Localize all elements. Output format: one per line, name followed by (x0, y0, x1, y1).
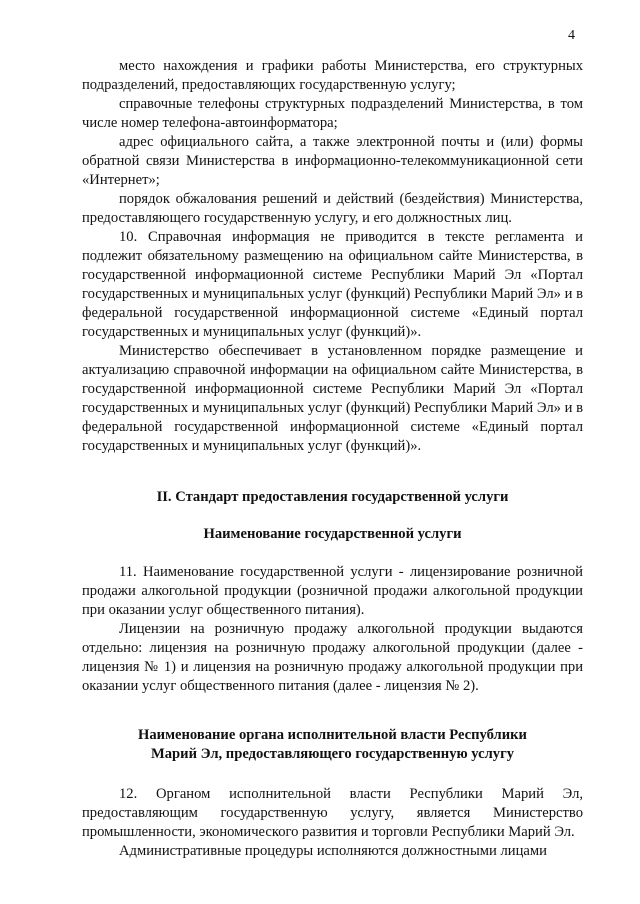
paragraph-ministry-publishes: Министерство обеспечивает в установленном порядке размещение и актуализацию справочной информации на официальном сайте Министерства, в государственной информационной системе Республики Марий Эл «Портал государственных и муниципальных услуг (функций) Республики Марий Эл» и в федеральной государственной информационной системе «Единый портал государственных и муниципальных услуг (функций)». (82, 343, 583, 454)
subheading-authority-line1: Наименование органа исполнительной власти Республики (138, 727, 527, 743)
section-heading: II. Стандарт предоставления государственной услуги (156, 489, 509, 505)
subheading-service-name: Наименование государственной услуги (203, 526, 462, 542)
paragraph-website: адрес официального сайта, а также электронной почты и (или) формы обратной связи Министерства в информационно-телекоммуникационной сети «Интернет»; (82, 134, 583, 188)
document-body (82, 57, 583, 861)
paragraph-10: 10. Справочная информация не приводится в тексте регламента и подлежит обязательному размещению на официальном сайте Министерства, в государственной информационной системе Республики Марий Эл «Портал государственных и муниципальных услуг (функций) Республики Марий Эл» и в федеральной государственной информационной системе «Единый портал государственных и муниципальных услуг (функций)». (82, 229, 583, 340)
paragraph-appeal: порядок обжалования решений и действий (бездействия) Министерства, предоставляющего государственную услугу, и его должностных лиц. (82, 191, 583, 226)
paragraph-11: 11. Наименование государственной услуги - лицензирование розничной продажи алкогольной продукции (розничной продажи алкогольной продукции при оказании услуг общественного питания). (82, 564, 583, 618)
paragraph-location: место нахождения и графики работы Министерства, его структурных подразделений, предоставляющих государственную услугу; (82, 58, 583, 93)
page-number: 4 (568, 28, 575, 43)
paragraph-procedures: Административные процедуры исполняются должностными лицами (119, 843, 547, 859)
subheading-authority-line2: Марий Эл, предоставляющего государственную услугу (150, 746, 515, 762)
paragraph-licenses: Лицензии на розничную продажу алкогольной продукции выдаются отдельно: лицензия на розничную продажу алкогольной продукции (далее - лицензия № 1) и лицензия на розничную продажу алкогольной продукции при оказании услуг общественного питания (далее - лицензия № 2). (82, 621, 583, 694)
subheading-authority (82, 726, 583, 764)
paragraph-12: 12. Органом исполнительной власти Республики Марий Эл, предоставляющим государственную услугу, является Министерство промышленности, экономического развития и торговли Республики Марий Эл. (82, 786, 583, 840)
paragraph-phones: справочные телефоны структурных подразделений Министерства, в том числе номер телефона-автоинформатора; (82, 96, 583, 131)
